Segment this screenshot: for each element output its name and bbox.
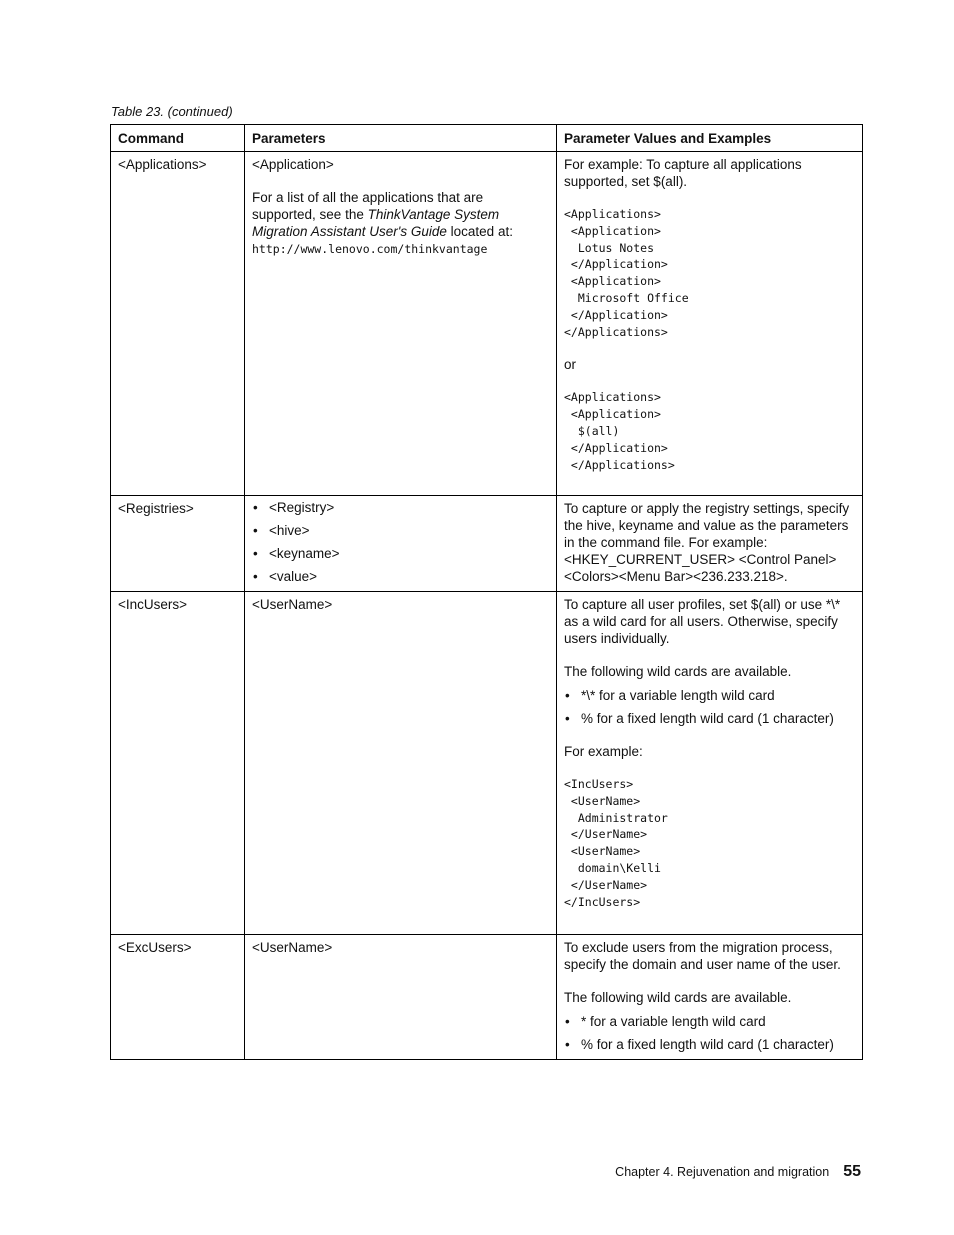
- list-item: • *\* for a variable length wild card: [565, 688, 775, 703]
- param-tag: <Application>: [252, 157, 334, 172]
- param-description: [252, 189, 549, 258]
- cell-parameters: [245, 496, 557, 592]
- bullet-icon: •: [565, 1014, 570, 1029]
- cell-command: <Registries>: [111, 496, 245, 592]
- cell-command: <Applications>: [111, 152, 245, 496]
- list-item: • % for a fixed length wild card (1 character): [565, 1037, 834, 1052]
- code-example-1: <Applications> <Application> Lotus Notes </Application> <Application> Microsoft Office </Application> </Applications>: [564, 207, 689, 339]
- table-row-registries: [111, 496, 863, 592]
- list-item: • * for a variable length wild card: [565, 1014, 766, 1029]
- table-caption: Table 23. (continued): [111, 104, 233, 119]
- code-example: <IncUsers> <UserName> Administrator </UserName> <UserName> domain\Kelli </UserName> </IncUsers>: [564, 777, 668, 909]
- wildcard-list: [564, 688, 855, 727]
- table-header-row: [111, 125, 863, 152]
- cell-values: [557, 935, 863, 1060]
- guide-title: ThinkVantage System Migration Assistant User's Guide: [252, 207, 500, 239]
- header-values: Parameter Values and Examples: [557, 125, 863, 152]
- list-item: • <Registry>: [253, 500, 335, 515]
- list-item: • <keyname>: [253, 546, 340, 561]
- list-item: • <value>: [253, 569, 318, 584]
- or-text: or: [564, 357, 577, 373]
- cell-command: <IncUsers>: [111, 592, 245, 935]
- bullet-icon: •: [565, 688, 570, 703]
- cell-parameters: <UserName>: [245, 592, 557, 935]
- bullet-icon: •: [565, 1037, 570, 1052]
- bullet-icon: •: [565, 711, 570, 726]
- cell-values: [557, 592, 863, 935]
- param-text-post: located at:: [446, 224, 513, 239]
- commands-table: [110, 124, 863, 1060]
- wildcard-intro: The following wild cards are available.: [564, 664, 792, 679]
- registry-param-list: [252, 500, 549, 585]
- values-text: To capture or apply the registry settings, specify the hive, keyname and value as the parameters in the command file. For example: <HKEY_CURRENT_USER> <Control Panel><Colors><Menu Bar><236.233.218>.: [564, 501, 850, 584]
- bullet-icon: •: [253, 500, 258, 515]
- values-intro: For example: To capture all applications supported, set $(all).: [564, 157, 802, 189]
- values-intro: To capture all user profiles, set $(all) or use *\* as a wild card for all users. Otherwise, specify users individually.: [564, 597, 841, 646]
- param-text-pre: For a list of all the applications that are supported, see the: [252, 190, 484, 222]
- code-example-2: <Applications> <Application> $(all) </Application> </Applications>: [564, 390, 675, 472]
- header-parameters: Parameters: [245, 125, 557, 152]
- values-intro: To exclude users from the migration process, specify the domain and user name of the user.: [564, 940, 841, 972]
- cell-parameters: <UserName>: [245, 935, 557, 1060]
- header-command: Command: [111, 125, 245, 152]
- table-row-applications: [111, 152, 863, 496]
- list-item: • % for a fixed length wild card (1 character): [565, 711, 834, 726]
- table-row-excusers: [111, 935, 863, 1060]
- example-label: For example:: [564, 744, 643, 759]
- cell-parameters: [245, 152, 557, 496]
- page-number: 55: [843, 1163, 861, 1180]
- wildcard-intro: The following wild cards are available.: [564, 990, 792, 1005]
- cell-values: [557, 152, 863, 496]
- cell-values: [557, 496, 863, 592]
- bullet-icon: •: [253, 569, 258, 584]
- bullet-icon: •: [253, 546, 258, 561]
- chapter-title: Chapter 4. Rejuvenation and migration: [615, 1165, 830, 1179]
- bullet-icon: •: [253, 523, 258, 538]
- page-footer: [615, 1163, 861, 1181]
- thinkvantage-url: http://www.lenovo.com/thinkvantage: [252, 242, 488, 256]
- wildcard-list: [564, 1014, 855, 1053]
- table-row-incusers: [111, 592, 863, 935]
- list-item: • <hive>: [253, 523, 310, 538]
- cell-command: <ExcUsers>: [111, 935, 245, 1060]
